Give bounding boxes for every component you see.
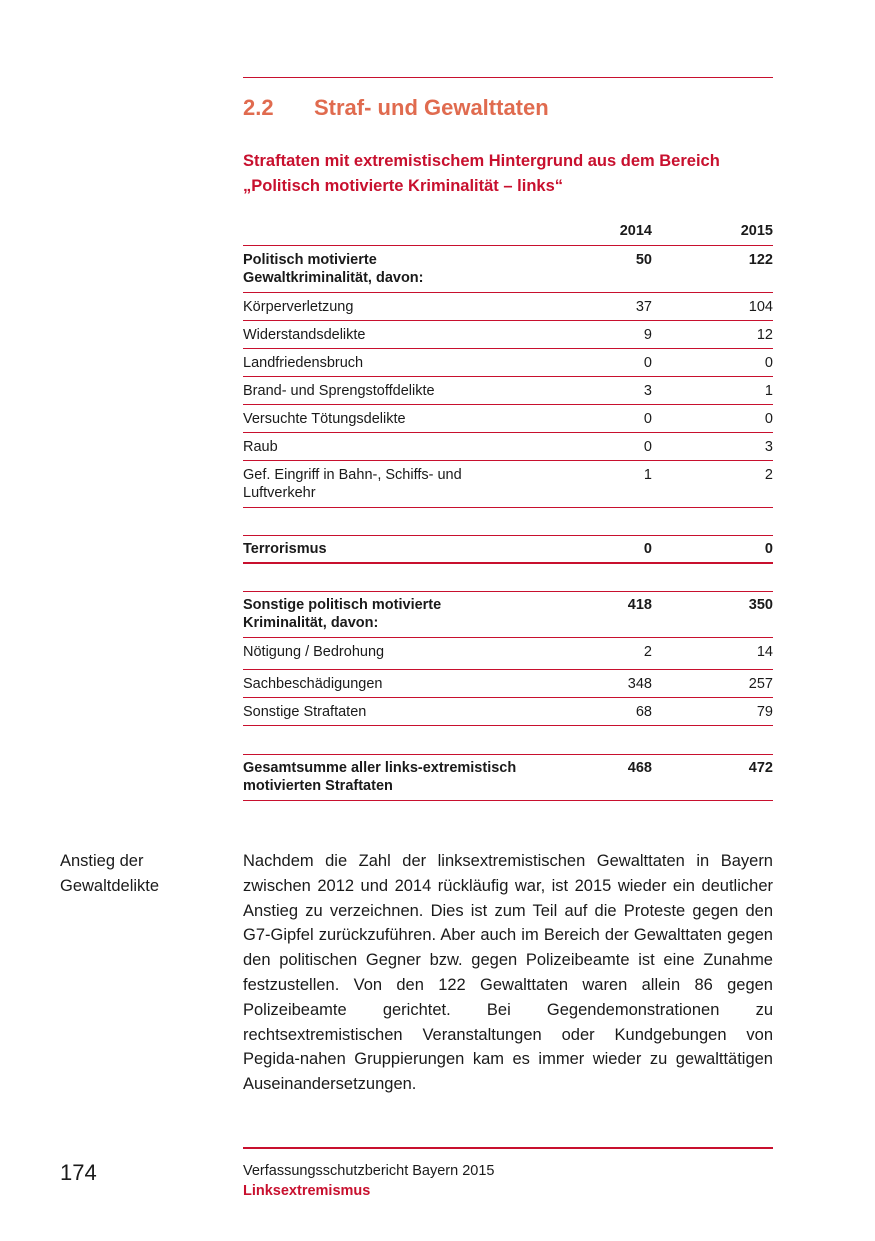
value-2015: 3 xyxy=(764,439,773,455)
value-2014: 1 xyxy=(643,467,652,483)
row-label: Gef. Eingriff in Bahn-, Schiffs- und Luftverkehr xyxy=(243,467,462,501)
row-label: Landfriedensbruch xyxy=(243,355,364,371)
value-2015: 122 xyxy=(748,252,773,268)
row-label: Körperverletzung xyxy=(243,299,354,315)
value-2014: 50 xyxy=(635,252,652,268)
value-2015: 12 xyxy=(756,327,773,343)
row-label: Versuchte Tötungsdelikte xyxy=(243,411,406,427)
row-label: Politisch motivierte Gewaltkriminalität, davon: xyxy=(243,252,424,286)
body-paragraph: Nachdem die Zahl der linksextremistischen Gewalttaten in Bayern zwischen 2012 und 2014 rückläufig war, ist 2015 wieder ein deutlicher Anstieg zu verzeichnen. Dies ist zum Teil auf die Proteste gegen den G7-Gipfel zurückzuführen. Aber auch im Bereich der Gewalttaten gegen den politischen Gegner bzw. gegen Polizeibeamte ist eine Zunahme festzustellen. Von den 122 Gewalttaten waren allein 86 gegen Polizeibeamte gerichtet. Bei Gegendemonstrationen zu rechtsextremistischen Veranstaltungen oder Kundgebungen von Pegida-nahen Gruppierungen kam es immer wieder zu gewalttätigen Auseinandersetzungen. xyxy=(243,852,773,1094)
margin-note-line2: Gewaltdelikte xyxy=(60,877,160,895)
value-2015: 0 xyxy=(764,355,773,371)
value-2015: 1 xyxy=(764,383,773,399)
table-rule xyxy=(243,591,773,592)
table-rule xyxy=(243,754,773,755)
value-2015: 104 xyxy=(748,299,773,315)
table-title xyxy=(243,149,773,199)
value-2015: 257 xyxy=(748,676,773,692)
value-2014: 0 xyxy=(643,541,652,557)
top-rule xyxy=(243,77,773,78)
row-label: Sonstige politisch motivierte Kriminalität, davon: xyxy=(243,597,442,631)
table-rule xyxy=(243,404,773,405)
value-2014: 68 xyxy=(635,704,652,720)
value-2015: 14 xyxy=(756,644,773,660)
row-label: Nötigung / Bedrohung xyxy=(243,644,385,660)
section-title: Straf- und Gewalttaten xyxy=(314,95,549,120)
value-2015: 2 xyxy=(764,467,773,483)
table-rule xyxy=(243,800,773,801)
value-2015: 350 xyxy=(748,597,773,613)
value-2014: 3 xyxy=(643,383,652,399)
value-2015: 472 xyxy=(748,760,773,776)
column-header-2014: 2014 xyxy=(619,223,652,239)
value-2014: 9 xyxy=(643,327,652,343)
table-rule xyxy=(243,292,773,293)
row-label: Sonstige Straftaten xyxy=(243,704,367,720)
value-2014: 0 xyxy=(643,411,652,427)
table-rule xyxy=(243,669,773,670)
table-title-line1: Straftaten mit extremistischem Hintergrund aus dem Bereich xyxy=(243,152,720,170)
section-number: 2.2 xyxy=(243,95,274,120)
table-rule xyxy=(243,460,773,461)
row-label: Raub xyxy=(243,439,278,455)
row-label: Brand- und Sprengstoffdelikte xyxy=(243,383,435,399)
table-rule xyxy=(243,348,773,349)
table-rule xyxy=(243,245,773,246)
value-2015: 0 xyxy=(764,411,773,427)
column-header-2015: 2015 xyxy=(740,223,773,239)
footer-publication: Verfassungsschutzbericht Bayern 2015 xyxy=(243,1163,495,1179)
row-label: Gesamtsumme aller links-extremistisch motivierten Straftaten xyxy=(243,760,517,794)
margin-note xyxy=(60,849,159,899)
table-title-line2: „Politisch motivierte Kriminalität – links“ xyxy=(243,177,564,195)
section-heading xyxy=(243,95,549,121)
table-rule xyxy=(243,320,773,321)
value-2014: 37 xyxy=(635,299,652,315)
page-number: 174 xyxy=(60,1160,97,1185)
value-2015: 0 xyxy=(764,541,773,557)
table-rule xyxy=(243,376,773,377)
table-rule xyxy=(243,535,773,536)
table-rule xyxy=(243,432,773,433)
value-2015: 79 xyxy=(756,704,773,720)
value-2014: 0 xyxy=(643,439,652,455)
footer-rule xyxy=(243,1147,773,1149)
value-2014: 2 xyxy=(643,644,652,660)
value-2014: 0 xyxy=(643,355,652,371)
table-rule xyxy=(243,562,773,564)
table-rule xyxy=(243,637,773,638)
table-rule xyxy=(243,697,773,698)
row-label: Terrorismus xyxy=(243,541,327,557)
row-label: Sachbeschädigungen xyxy=(243,676,383,692)
margin-note-line1: Anstieg der xyxy=(60,852,144,870)
value-2014: 348 xyxy=(627,676,652,692)
row-label: Widerstandsdelikte xyxy=(243,327,366,343)
table-rule xyxy=(243,725,773,726)
table-rule xyxy=(243,507,773,508)
value-2014: 468 xyxy=(627,760,652,776)
value-2014: 418 xyxy=(627,597,652,613)
footer-chapter: Linksextremismus xyxy=(243,1183,371,1199)
